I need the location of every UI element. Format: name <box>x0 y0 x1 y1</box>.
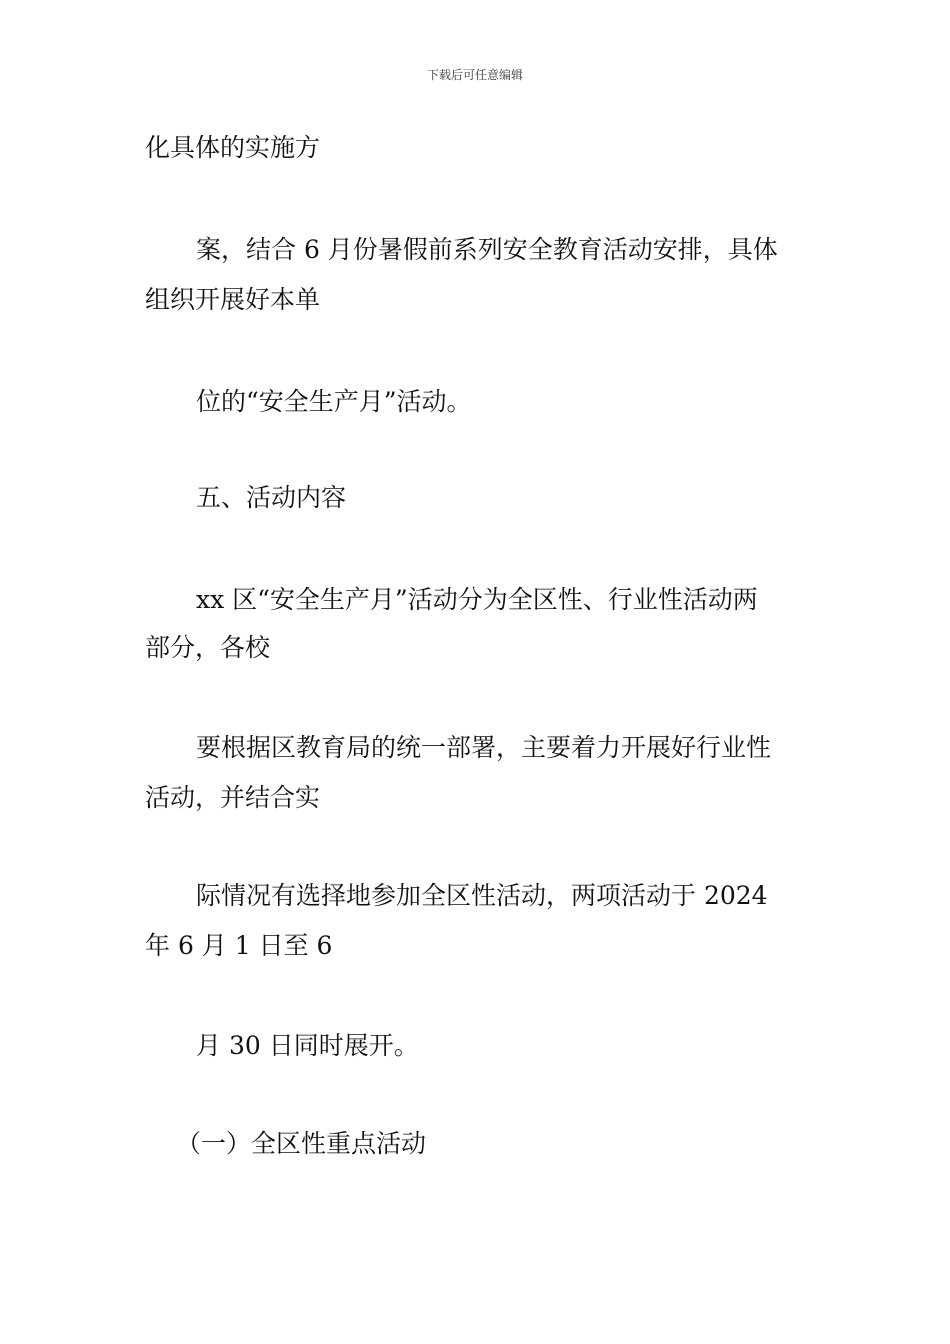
text-line: 活动，并结合实 <box>145 783 321 812</box>
subsection-heading: （一）全区性重点活动 <box>176 1129 427 1158</box>
page-header: 下载后可任意编辑 <box>426 68 523 82</box>
text-line: 年 6 月 1 日至 6 <box>145 931 333 960</box>
text-line: 月 30 日同时展开。 <box>196 1031 419 1060</box>
section-heading: 五、活动内容 <box>196 483 347 512</box>
text-line: 位的“安全生产月”活动。 <box>196 387 472 416</box>
text-line: xx 区“安全生产月”活动分为全区性、行业性活动两 <box>196 585 758 614</box>
text-line: 部分，各校 <box>145 633 271 662</box>
text-line: 案，结合 6 月份暑假前系列安全教育活动安排，具体 <box>196 235 778 264</box>
text-line: 化具体的实施方 <box>145 133 321 162</box>
text-line: 组织开展好本单 <box>145 285 321 314</box>
text-line: 际情况有选择地参加全区性活动，两项活动于 2024 <box>196 881 768 910</box>
text-line: 要根据区教育局的统一部署，主要着力开展好行业性 <box>196 733 772 762</box>
